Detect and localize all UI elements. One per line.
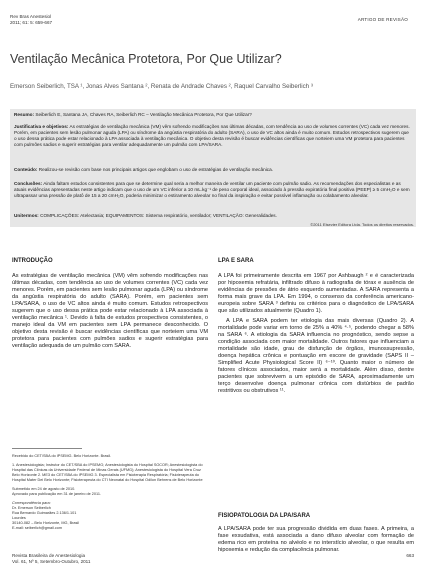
abstract-citation (14, 112, 412, 118)
journal-abbrev: Rev Bras Anestesiol (10, 14, 52, 19)
journal-citation: 2011; 61: 5: 659-667 (10, 20, 53, 25)
lpa-sara-paragraph-1: A LPA foi primeiramente descrita em 1967 por Ashbaugh ² e é caracterizada por hipoxemia refratária, infiltrado difuso à radiografia de tórax e ausência de evidências de pressões de átrio esquerdo aumentadas. A SARA representa a forma mais grave da LPA. Em 1994, o consenso da conferência americano-europeia sobre SARA ³ definiu os critérios para o diagnóstico de LPA/SARA que são utilizados atualmente (Quadro 1). (218, 273, 414, 314)
footer-issue: Vol. 61, Nº 5, Setembro-Outubro, 2011 (12, 559, 91, 564)
footer-journal: Revista Brasileira de Anestesiologia (12, 553, 86, 558)
page-number: 663 (406, 553, 414, 558)
correspondence-address-1: Rua Bernardo Guimarães 2.136/1.101 (12, 511, 77, 515)
abstract-conclusions-text: Ainda faltam estudos consistentes para que se determine qual seria a melhor maneira de ventilar um paciente com pulmão sadio. As recomendações dos especialistas e as atuais evidências apresentadas neste artigo indicam que o uso de um VC inferior a 10 mL.kg⁻¹ de peso corporal ideal, associado à pressão expiratória final positiva (PEEP) ≥ 5 cmH₂O e sem ultrapassar uma pressão de platô de 15 a 20 cmH₂O, poderia minimizar o estiramento alveolar no final da inspiração e evitar possível inflamação ou colabamento alveolar. (14, 181, 410, 198)
correspondence-address-2: Lourdes (12, 516, 26, 520)
running-header-left (10, 14, 52, 26)
abstract-justification-text: As estratégias de ventilação mecânica (VM) vêm sofrendo modificações nas últimas décadas, com tendência ao uso de volumes correntes (VC) cada vez menores. Porém, em pacientes sem lesão pulmonar aguda (LPA) ou síndrome da angústia respiratória do adulto (SARA), o uso de VC altos ainda é muito comum. Estudos retrospectivos sugerem que o uso dessa prática pode estar relacionado à LPA associada à ventilação mecânica. O objetivo desta revisão é buscar evidências científicas que norteiem uma VM protetora para pacientes com pulmões sadios e sugerir estratégias para ventilar adequadamente um pulmão com LPA/SARA. (14, 124, 410, 147)
copyright-notice: ©2011 Elsevier Editora Ltda. Todos os direitos reservados. (310, 222, 414, 227)
abstract-justification-label: Justificativa e objetivos: (14, 124, 69, 129)
page-footer (12, 553, 90, 565)
article-title: Ventilação Mecânica Protetora, Por Que Utilizar? (10, 52, 282, 66)
footnotes (12, 454, 208, 531)
abstract-content-label: Conteúdo: (14, 167, 38, 172)
footnote-affiliations: 1. Anestesiologista; Instrutor do CET/SBA do IPSEMG; Anestesiologista do Hospital SOCOR; Anestesiologista do Hospital das Clínicas da Universidade Federal de Minas Gerais (UFMG); Anestesiologista do Hospital Vera Cruz Belo Horizonte 2. ME3 do CET/SBA do IPSEMG 3. Especialista em Fisioterapia Respiratória; Fisioterapeuta do Hospital Mater Dei Belo Horizonte; Fisioterapeuta do CTI Neonatal do Hospital Odilon Behrens de Belo Horizonte (12, 463, 203, 482)
intro-paragraph: As estratégias de ventilação mecânica (VM) vêm sofrendo modificações nas últimas décadas, com tendência ao uso de volumes correntes (VC) cada vez menores. Porém, em pacientes sem lesão pulmonar aguda (LPA) ou síndrome da angústia respiratória do adulto (SARA). Porém, em pacientes sem LPA/SARA, o uso de VC altos ainda é muito comum. Estudos retrospectivos sugerem que o uso dessa prática pode estar relacionado à LPA associada à ventilação mecânica ¹. Devido à falta de estudos prospectivos consistentes, o manejo ideal da VM em pacientes sem LPA permanece desconhecido. O objetivo desta revisão é buscar evidências científicas que norteiem uma VM protetora para pacientes com pulmões sadios e sugerir estratégias para ventilação adequada de um pulmão com SARA. (12, 273, 208, 349)
intro-heading: INTRODUÇÃO (12, 258, 53, 264)
abstract-citation-text: Seiberlich E, Santana JA, Chaves RA, Seiberlich RC – Ventilação Mecânica Protetora, Por Que Utilizar? (35, 112, 252, 117)
lpa-sara-paragraph-2: A LPA e SARA podem ter etiologia das mais diversas (Quadro 2). A mortalidade pode variar em torno de 25% a 40% ⁴·⁵, podendo chegar a 58% na SARA ⁶. A etiologia da SARA influencia no prognóstico, sendo sepse a condição associada com maior mortalidade. Outros fatores que influenciam a mortalidade são idade, grau de disfunção de órgãos, imunossupressão, doença hepática crônica e pontuação em escore de gravidade (SAPS II – Simplified Acute Physiological Score II) ⁶⁻¹⁰. Quanto maior o número de fatores clínicos associados, maior será a mortalidade. Além disso, dentre pacientes que sobrevivem a um episódio de SARA, aproximadamente um terço desenvolve doença pulmonar crônica com distúrbios de padrão restritivos ou obstrutivos ¹¹. (218, 318, 414, 394)
section-label: ARTIGO DE REVISÃO (357, 17, 408, 22)
abstract-content (14, 167, 412, 173)
correspondence-label: Correspondência para: (12, 501, 51, 505)
right-column (218, 258, 414, 398)
footnote-received: Recebido do CET/SBA do IPSEMG. Belo Horizonte. Brasil. (12, 454, 112, 458)
correspondence-address-3: 30140-082 – Belo Horizonte, MG, Brasil (12, 521, 80, 525)
footnote-divider (12, 448, 82, 449)
abstract-keywords-text: COMPLICAÇÕES: Atelectasia; EQUIPAMENTOS: Sistema respiratório, ventilador; VENTILAÇÃO: Generalidades. (40, 213, 277, 218)
fisiopatologia-paragraph: A LPA/SARA pode ter sua progressão dividida em duas fases. A primeira, a fase exsudativa, está associada a dano difuso alveolar com formação de edema rico em proteína no alvéolo e no interstício alveolar, o que resulta em hipoxemia e redução da complacência pulmonar. (218, 526, 414, 553)
abstract-justification (14, 124, 412, 148)
abstract-citation-label: Resumo: (14, 112, 35, 117)
abstract-keywords-label: Unitermos: (14, 213, 39, 218)
correspondence-email: E-mail: seiberlich@gmail.com (12, 526, 63, 530)
author-list: Emerson Seiberlich, TSA ¹, Jonas Alves Santana ², Renata de Andrade Chaves ², Raquel Carvalho Seiberlich ³ (10, 83, 313, 90)
lpa-sara-heading: LPA E SARA (218, 258, 254, 264)
footnote-submitted: Submetido em 24 de agosto de 2010. (12, 487, 76, 491)
footnote-approved: Aprovado para publicação em 31 de janeiro de 2011. (12, 492, 102, 496)
abstract-content-text: Realizou-se revisão com base nos principais artigos que englobam o uso de estratégias de ventilação mecânica. (38, 167, 273, 172)
abstract-conclusions-label: Conclusões: (14, 181, 43, 186)
left-column (12, 258, 208, 353)
fisiopatologia-heading: FISIOPATOLOGIA DA LPA/SARA (218, 513, 311, 519)
abstract-keywords (14, 213, 412, 219)
correspondence-name: Dr. Emerson Seiberlich (12, 506, 51, 510)
abstract-conclusions (14, 181, 412, 199)
